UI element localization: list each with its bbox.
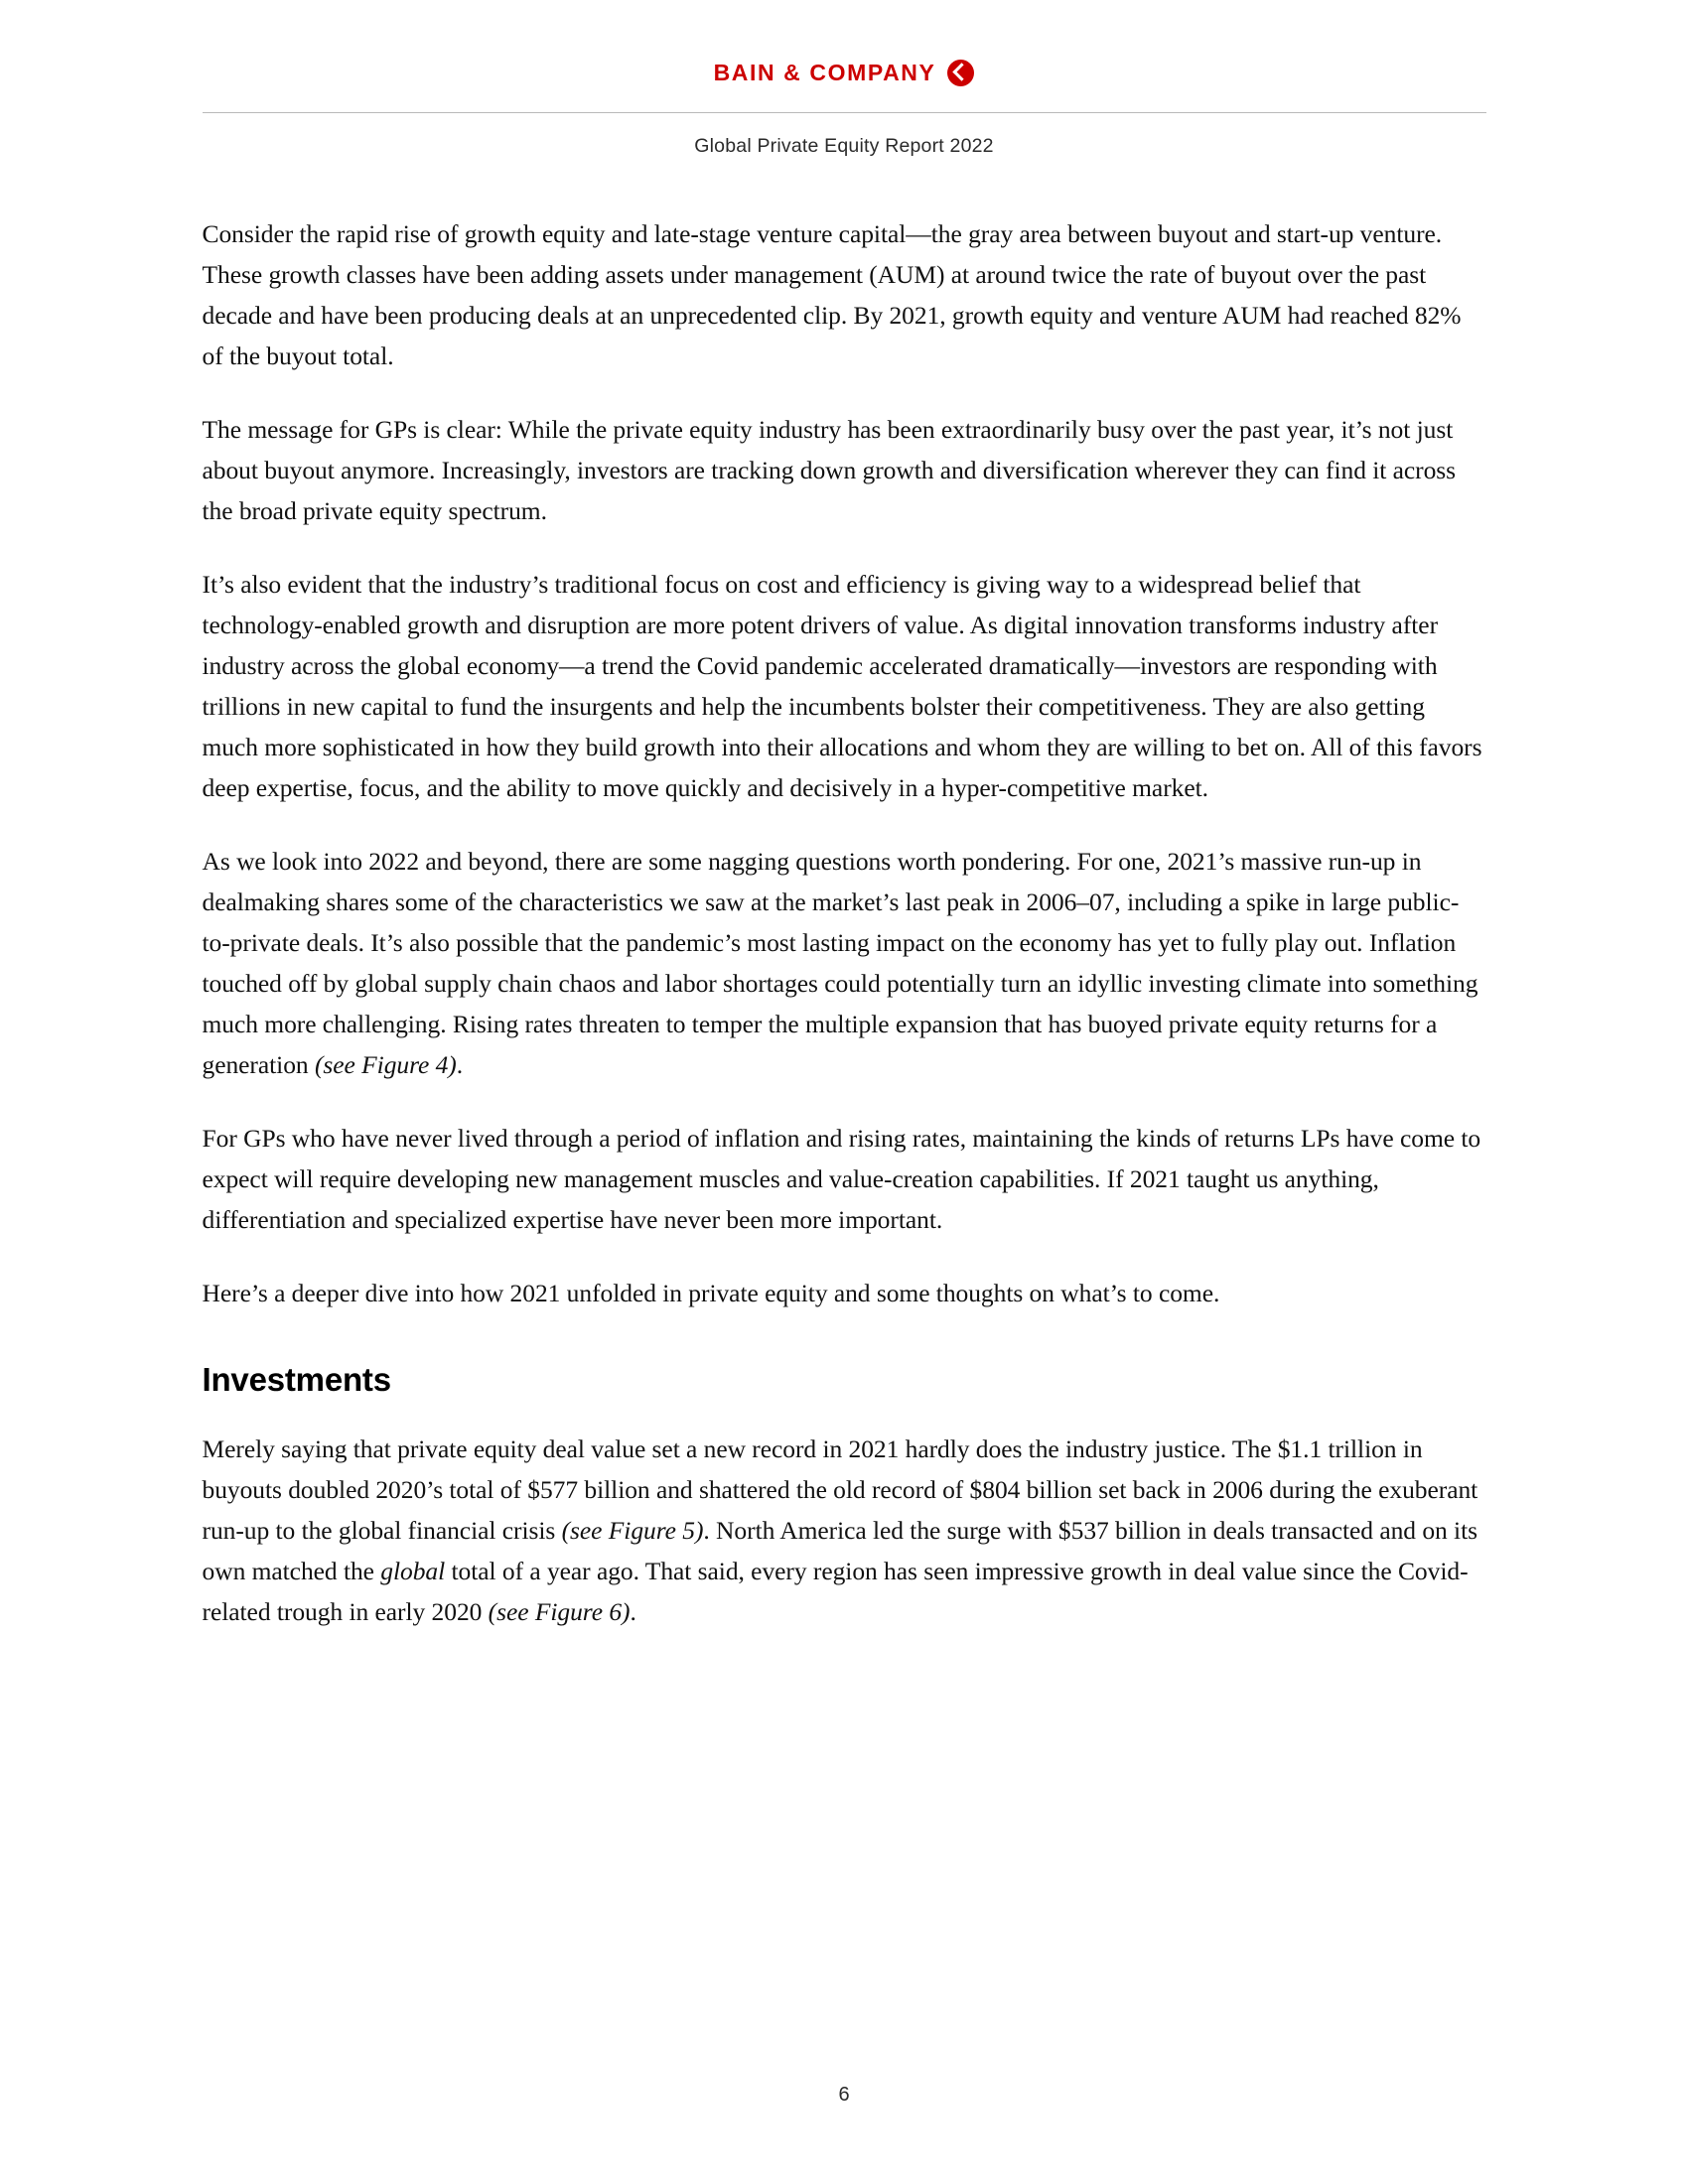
paragraph-text: total of a year ago. That said, every region has seen impressive growth in deal value since the Covid-related trough in early 2020 <box>202 1557 1469 1626</box>
brand-wordmark: BAIN & COMPANY <box>713 60 936 85</box>
figure-reference: (see Figure 4) <box>314 1050 457 1079</box>
figure-reference: (see Figure 6) <box>488 1597 631 1626</box>
paragraph <box>203 1429 1486 1632</box>
paragraph: The message for GPs is clear: While the private equity industry has been extraordinarily busy over the past year, it’s not just about buyout anymore. Increasingly, investors are tracking down growth and diversification wherever they can find it across the broad private equity spectrum. <box>202 415 1457 525</box>
paragraph: Here’s a deeper dive into how 2021 unfolded in private equity and some thoughts on what’s to come. <box>202 1279 1220 1307</box>
paragraph-text: . <box>456 1050 464 1079</box>
paragraph-text: . North America led the surge with $537 billion in deals transacted and on its own matched the <box>202 1516 1477 1585</box>
paragraph-text: . <box>630 1597 636 1626</box>
paragraph: For GPs who have never lived through a period of inflation and rising rates, maintaining the kinds of returns LPs have come to expect will require developing new management muscles and value-creation capabilities. If 2021 taught us anything, differentiation and specialized expertise have never been more important. <box>202 1124 1481 1234</box>
header-divider <box>203 112 1486 113</box>
paragraph-text: Merely saying that private equity deal value set a new record in 2021 hardly does the industry justice. The $1.1 trillion in buyouts doubled 2020’s total of $577 billion and shattered the old record of $804 billion set back in 2006 during the exuberant run-up to the global financial crisis <box>202 1434 1478 1545</box>
paragraph: Consider the rapid rise of growth equity and late-stage venture capital—the gray area between buyout and start-up venture. These growth classes have been adding assets under management (AUM) at around twice the rate of buyout over the past decade and have been producing deals at an unprecedented clip. By 2021, growth equity and venture AUM had reached 82% of the buyout total. <box>202 219 1462 370</box>
running-title: Global Private Equity Report 2022 <box>694 135 994 157</box>
section-heading-investments: Investments <box>202 1361 391 1398</box>
brand-header <box>0 0 1688 86</box>
bain-circle-logo-icon <box>947 60 974 86</box>
paragraph <box>203 841 1486 1085</box>
paragraph: It’s also evident that the industry’s traditional focus on cost and efficiency is giving way to a widespread belief that technology-enabled growth and disruption are more potent drivers of value. As digital innovation transforms industry after industry across the global economy—a trend the Covid pandemic accelerated dramatically—investors are responding with trillions in new capital to fund the insurgents and help the incumbents bolster their competitiveness. They are also getting much more sophisticated in how they build growth into their allocations and whom they are willing to bet on. All of this favors deep expertise, focus, and the ability to move quickly and decisively in a hyper-competitive market. <box>202 570 1482 802</box>
figure-reference: (see Figure 5) <box>561 1516 704 1545</box>
page-number: 6 <box>838 2084 850 2106</box>
paragraph-text: As we look into 2022 and beyond, there are some nagging questions worth pondering. For one, 2021’s massive run-up in dealmaking shares some of the characteristics we saw at the market’s last peak in 2006–07, including a spike in large public-to-private deals. It’s also possible that the pandemic’s most lasting impact on the economy has yet to fully play out. Inflation touched off by global supply chain chaos and labor shortages could potentially turn an idyllic investing climate into something much more challenging. Rising rates threaten to temper the multiple expansion that has buoyed private equity returns for a generation <box>202 847 1478 1079</box>
document-body <box>203 158 1486 1632</box>
emphasis-global: global <box>380 1557 446 1585</box>
bain-logo <box>714 60 975 86</box>
